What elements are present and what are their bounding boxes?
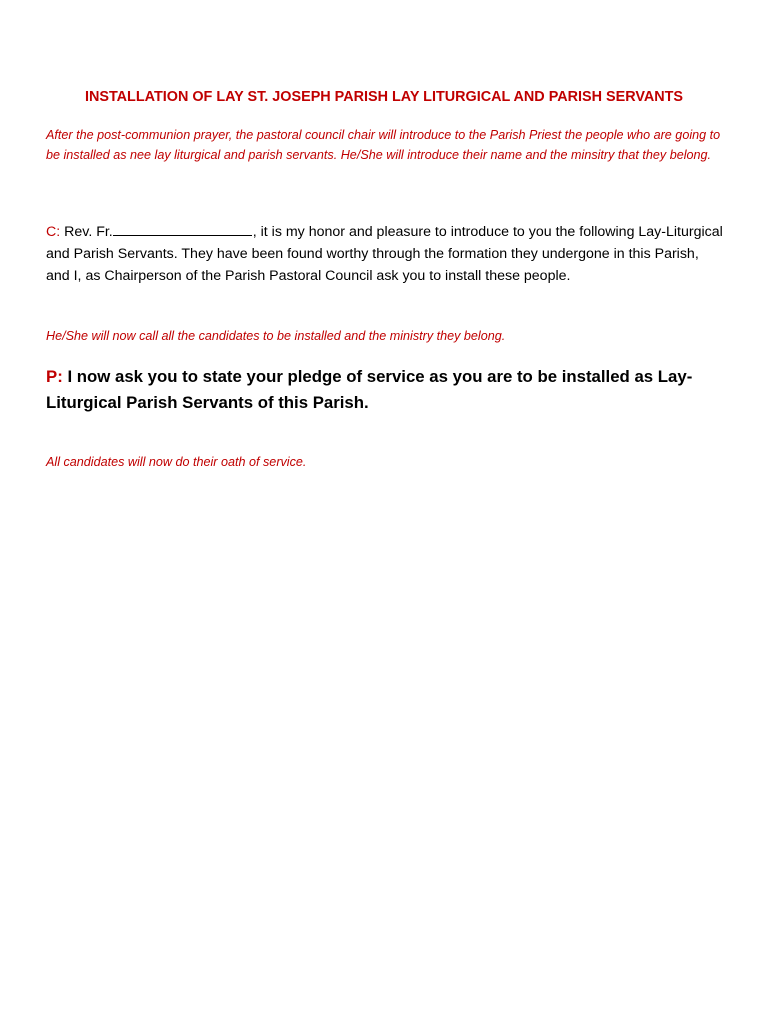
commentator-paragraph xyxy=(46,221,726,288)
commentator-label: C: xyxy=(46,224,61,240)
document-title: INSTALLATION OF LAY ST. JOSEPH PARISH LAY LITURGICAL AND PARISH SERVANTS xyxy=(84,89,684,105)
commentator-text: , it is my honor and pleasure to introduce to you the following Lay-Liturgical and Parish Servants. They have been found worthy through the formation they undergone in this Parish, and I, as Chairperson of the Parish Pastoral Council ask you to install these people. xyxy=(46,224,723,285)
rubric-oath: All candidates will now do their oath of service. xyxy=(46,455,307,469)
priest-text: I now ask you to state your pledge of service as you are to be installed as Lay-Liturgical Parish Servants of this Parish. xyxy=(46,367,693,412)
rubric-call-candidates: He/She will now call all the candidates to be installed and the ministry they belong. xyxy=(46,329,506,343)
name-blank-line xyxy=(113,221,252,236)
rubric-introduction: After the post-communion prayer, the pastoral council chair will introduce to the Parish Priest the people who are going to be installed as nee lay liturgical and parish servants. He/She will introduce their name and the minsitry that they belong. xyxy=(46,128,721,162)
priest-label: P: xyxy=(46,367,63,386)
priest-paragraph xyxy=(46,364,726,416)
commentator-prefix: Rev. Fr. xyxy=(64,224,113,240)
